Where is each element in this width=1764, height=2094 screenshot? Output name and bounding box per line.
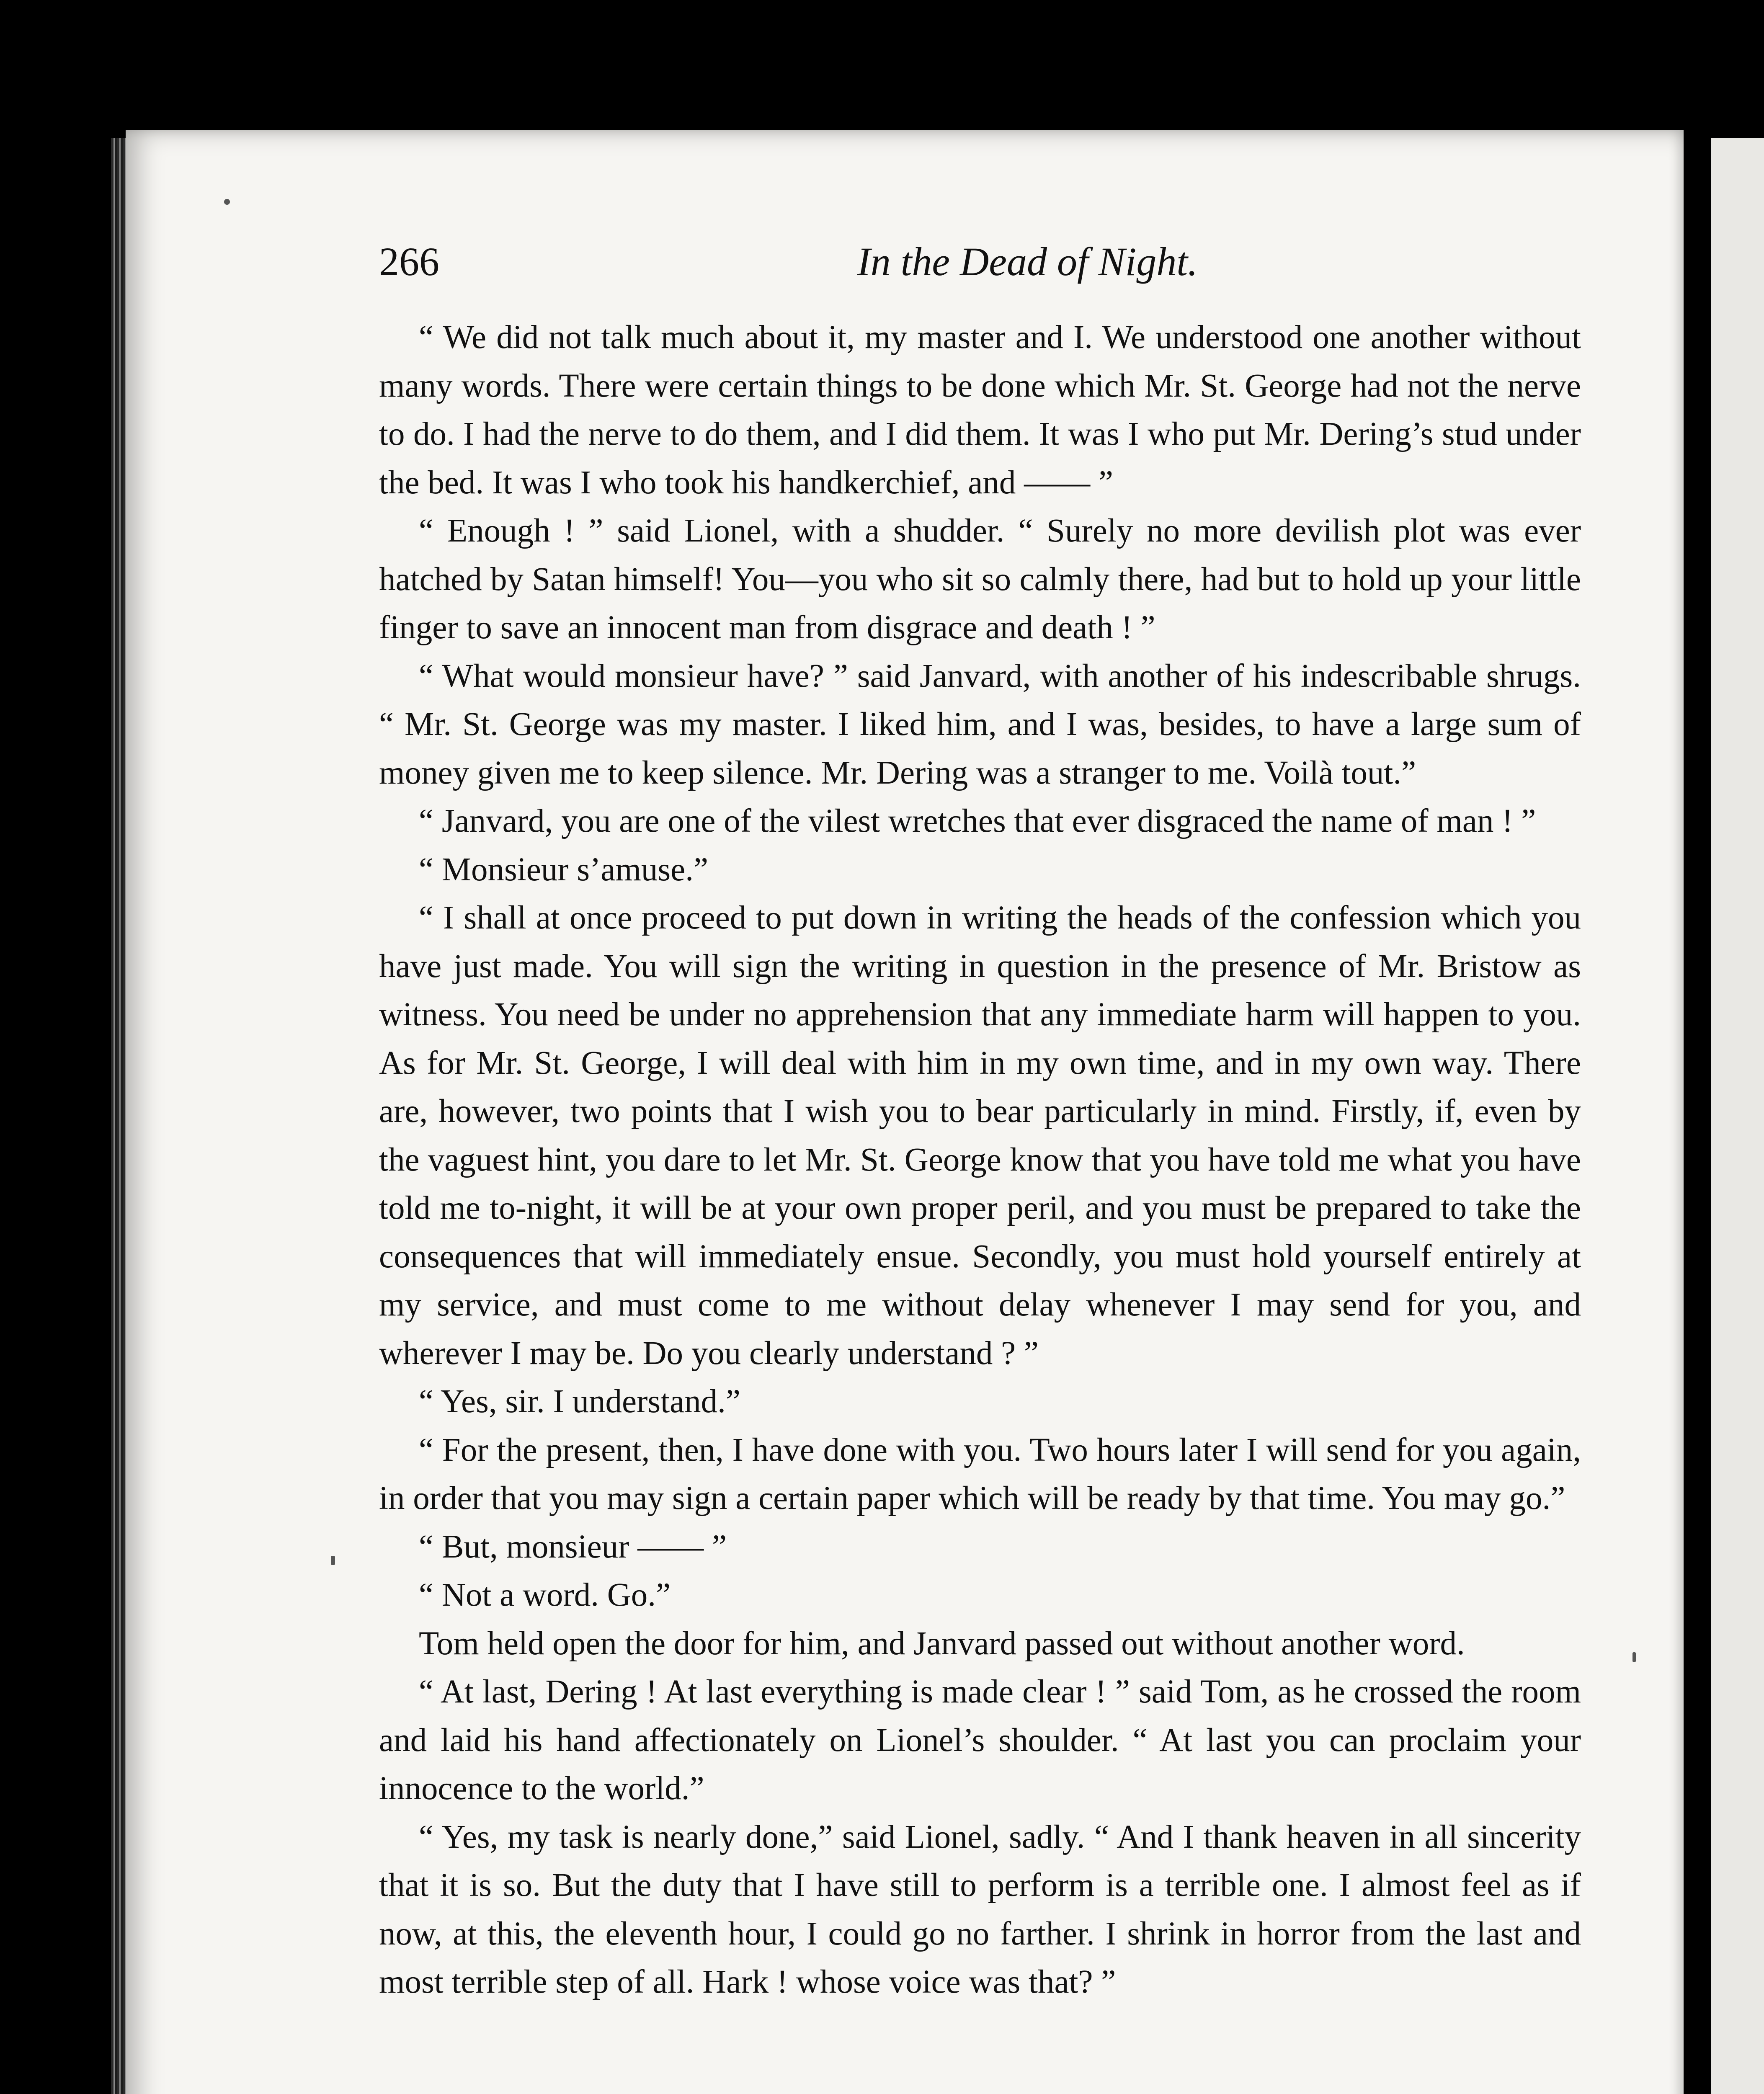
paragraph: “ Enough ! ” said Lionel, with a shudder. “ Surely no more devilish plot was ever hatched by Satan himself! You—you who sit so calmly there, had but to hold up your little finger to save an innocent man from disgrace and death ! ” xyxy=(379,513,1581,646)
paragraph: “ But, monsieur —— ” xyxy=(419,1528,727,1565)
paragraph: “ We did not talk much about it, my master and I. We understood one another without many words. There were certain things to be done which Mr. St. George had not the nerve to do. I had the nerve to do them, and I did them. It was I who put Mr. Dering’s stud under the bed. It was I who took his handkerchief, and —— ” xyxy=(379,319,1581,501)
running-header xyxy=(379,232,1198,291)
paragraph: “ Not a word. Go.” xyxy=(419,1577,671,1613)
paragraph: “ At last, Dering ! At last everything is made clear ! ” said Tom, as he crossed the room and laid his hand affectionately on Lionel’s shoulder. “ At last you can proclaim your innocence to the world.” xyxy=(379,1674,1581,1807)
scan-gap xyxy=(1684,126,1711,2094)
paragraph: “ Monsieur s’amuse.” xyxy=(419,851,709,888)
page-number: 266 xyxy=(379,239,439,284)
paragraph: “ What would monsieur have? ” said Janvard, with another of his indescribable shrugs. “ Mr. St. George was my master. I liked him, and I was, besides, to have a large sum of money given me to keep silence. Mr. Dering was a stranger to me. Voilà tout.” xyxy=(379,658,1581,791)
scan-speck xyxy=(331,1556,335,1565)
scan-speck xyxy=(224,199,230,205)
scan-speck xyxy=(1632,1652,1636,1662)
adjacent-page-edge xyxy=(1711,138,1764,2094)
paragraph: “ I shall at once proceed to put down in writing the heads of the confession which you have just made. You will sign the writing in question in the presence of Mr. Bristow as witness. You need be under no apprehension that any immediate harm will happen to you. As for Mr. St. George, I will deal with him in my own time, and in my own way. There are, however, two points that I wish you to bear particularly in mind. Firstly, if, even by the vaguest hint, you dare to let Mr. St. George know that you have told me what you have told me to-night, it will be at your own proper peril, and you must be prepared to take the consequences that will immediately ensue. Secondly, you must hold yourself entirely at my service, and must come to me without delay whenever I may send for you, and wherever I may be. Do you clearly understand ? ” xyxy=(379,900,1581,1372)
paragraph: Tom held open the door for him, and Janvard passed out without another word. xyxy=(419,1625,1465,1662)
paragraph: “ Yes, sir. I understand.” xyxy=(419,1383,740,1420)
book-gutter-edge xyxy=(111,138,127,2094)
page-body xyxy=(379,313,1581,2006)
running-title: In the Dead of Night. xyxy=(857,239,1198,284)
paragraph: “ For the present, then, I have done with you. Two hours later I will send for you again, in order that you may sign a certain paper which will be ready by that time. You may go.” xyxy=(379,1431,1581,1516)
paragraph: “ Yes, my task is nearly done,” said Lionel, sadly. “ And I thank heaven in all sincerity that it is so. But the duty that I have still to perform is a terrible one. I almost feel as if now, at this, the eleventh hour, I could go no farther. I shrink in horror from the last and most terrible step of all. Hark ! whose voice was that? ” xyxy=(379,1818,1581,2000)
paragraph: “ Janvard, you are one of the vilest wretches that ever disgraced the name of man ! ” xyxy=(419,803,1536,839)
